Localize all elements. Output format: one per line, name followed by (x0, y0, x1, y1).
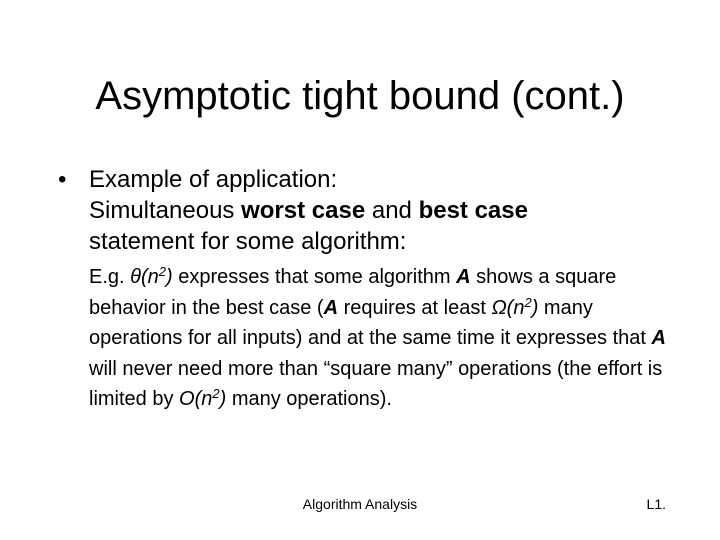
bullet-marker: • (58, 166, 67, 193)
text-run: will never need more than “square many” operations (the effort is limited by (89, 357, 663, 410)
theta-notation (130, 266, 173, 288)
text-run: requires at least (338, 296, 492, 319)
text-run: Ω(n (491, 296, 525, 319)
text-run: ) (219, 388, 227, 410)
bullet-text (89, 164, 689, 257)
example-paragraph (89, 262, 689, 415)
algorithm-a: A (323, 296, 339, 319)
text-run: expresses that some algorithm (172, 266, 457, 288)
algorithm-a: A (456, 266, 471, 288)
text-run: many operations). (226, 388, 392, 410)
superscript: 2 (524, 294, 532, 310)
bullet-line-3: statement for some algorithm: (89, 228, 407, 255)
text-run: θ(n (130, 266, 159, 288)
bullet-line-2 (89, 195, 689, 226)
text-run: shows a square behavior in the best case ( (89, 266, 617, 319)
text-run: ) (166, 266, 173, 288)
footer-course-title: Algorithm Analysis (302, 496, 418, 512)
slide-title: Asymptotic tight bound (cont.) (95, 74, 625, 118)
emphasis-best-case: best case (418, 197, 528, 224)
superscript: 2 (158, 264, 167, 279)
text-run: E.g. (89, 266, 131, 288)
algorithm-a: A (651, 327, 666, 349)
text-run: Simultaneous (89, 197, 242, 224)
bullet-line-1: Example of application: (89, 166, 338, 193)
text-run: ) (531, 296, 539, 319)
text-run: O(n (179, 388, 213, 410)
bigo-notation (179, 388, 226, 410)
footer-slide-number: L1. (646, 496, 666, 512)
superscript: 2 (212, 386, 220, 401)
text-run: many operations for all inputs) and at the same time it expresses that (89, 296, 652, 349)
text-run: and (365, 197, 419, 224)
emphasis-worst-case: worst case (241, 197, 366, 224)
omega-notation (491, 294, 539, 319)
